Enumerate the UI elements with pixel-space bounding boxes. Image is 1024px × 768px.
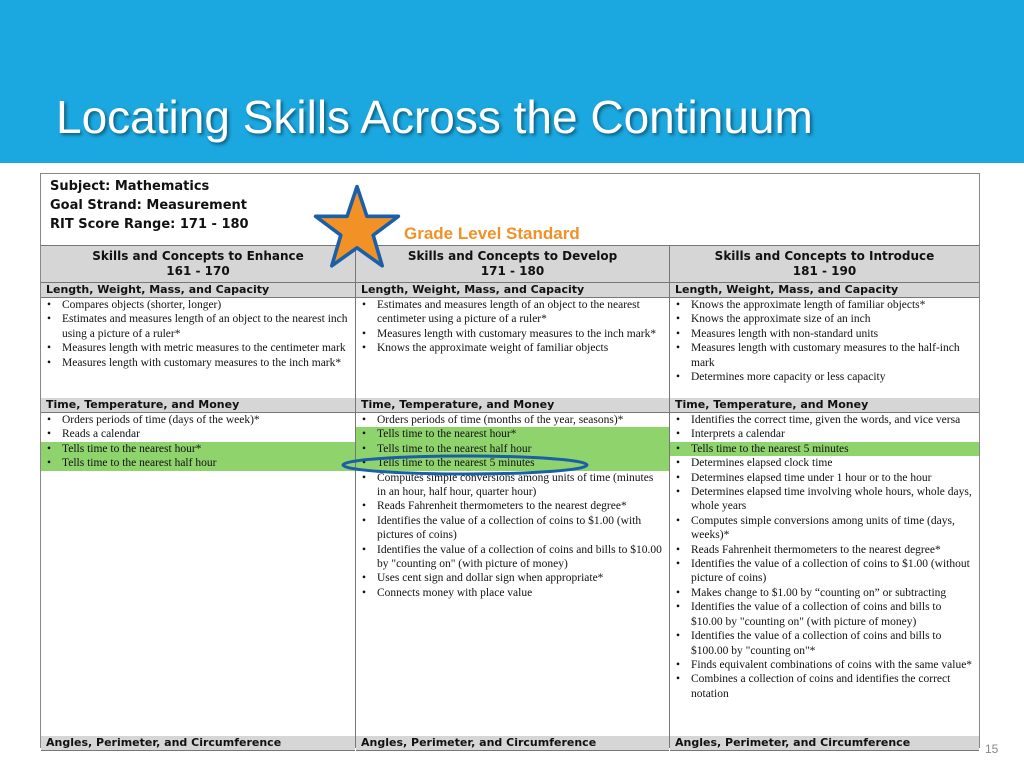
skill-item: • Measures length with non-standard units — [670, 327, 979, 341]
column-heading — [670, 245, 979, 283]
skill-list — [670, 413, 979, 736]
skill-item: • Combines a collection of coins and identifies the correct notation — [670, 672, 979, 701]
skill-item: • Tells time to the nearest 5 minutes — [356, 456, 669, 470]
column-heading-range: 161 - 170 — [166, 264, 230, 278]
section-heading: Angles, Perimeter, and Circumference — [670, 736, 979, 751]
slide-title: Locating Skills Across the Continuum — [56, 91, 813, 143]
rit-range-label: RIT Score Range: 171 - 180 — [50, 217, 249, 232]
skill-item: • Estimates and measures length of an object to the nearest centimeter using a picture of a ruler* — [356, 298, 669, 327]
goal-strand-label: Goal Strand: Measurement — [50, 198, 247, 213]
section-heading: Time, Temperature, and Money — [41, 398, 355, 413]
column-heading-title: Skills and Concepts to Enhance — [92, 249, 304, 263]
skill-item: • Reads Fahrenheit thermometers to the nearest degree* — [356, 499, 669, 513]
skill-item: • Knows the approximate length of familiar objects* — [670, 298, 979, 312]
skill-item: • Identifies the value of a collection of coins to $1.00 (without picture of coins) — [670, 557, 979, 586]
grade-level-standard-label: Grade Level Standard — [404, 224, 580, 243]
skill-item: • Uses cent sign and dollar sign when appropriate* — [356, 571, 669, 585]
skill-item: • Computes simple conversions among units of time (days, weeks)* — [670, 514, 979, 543]
column-enhance — [41, 245, 356, 747]
skill-item: • Makes change to $1.00 by “counting on” or subtracting — [670, 586, 979, 600]
skill-item: • Knows the approximate size of an inch — [670, 312, 979, 326]
column-heading-range: 171 - 180 — [480, 264, 545, 278]
skill-item: • Connects money with place value — [356, 586, 669, 600]
section-heading: Time, Temperature, and Money — [670, 398, 979, 413]
skill-item: • Measures length with customary measures to the inch mark* — [41, 356, 355, 370]
skill-item: • Orders periods of time (months of the year, seasons)* — [356, 413, 669, 427]
document-header — [50, 177, 249, 234]
subject-label: Subject: Mathematics — [50, 179, 210, 194]
skill-item: • Finds equivalent combinations of coins with the same value* — [670, 658, 979, 672]
page-number: 15 — [985, 742, 999, 756]
skill-item: • Identifies the value of a collection of coins and bills to $100.00 by "counting on"* — [670, 629, 979, 658]
skill-item: • Determines elapsed clock time — [670, 456, 979, 470]
section-heading: Length, Weight, Mass, and Capacity — [41, 283, 355, 298]
skill-item: • Reads Fahrenheit thermometers to the nearest degree* — [670, 543, 979, 557]
skill-item: • Determines more capacity or less capacity — [670, 370, 979, 384]
skill-item: • Reads a calendar — [41, 427, 355, 441]
skill-item: • Orders periods of time (days of the week)* — [41, 413, 355, 427]
column-heading-title: Skills and Concepts to Develop — [407, 249, 618, 263]
skill-item: • Tells time to the nearest half hour — [41, 456, 355, 470]
skill-list — [41, 413, 355, 736]
skill-item: • Identifies the correct time, given the words, and vice versa — [670, 413, 979, 427]
skill-item: • Tells time to the nearest half hour — [356, 442, 669, 456]
skill-item: • Computes simple conversions among units of time (minutes in an hour, half hour, quarter hour) — [356, 471, 669, 500]
skill-item: • Interprets a calendar — [670, 427, 979, 441]
skill-item: • Compares objects (shorter, longer) — [41, 298, 355, 312]
skill-item: • Determines elapsed time under 1 hour or to the hour — [670, 471, 979, 485]
skill-item: • Identifies the value of a collection of coins and bills to $10.00 by "counting on" (with picture of money) — [670, 600, 979, 629]
section-heading: Length, Weight, Mass, and Capacity — [670, 283, 979, 298]
skill-item: • Tells time to the nearest hour* — [41, 442, 355, 456]
skill-item: • Knows the approximate weight of familiar objects — [356, 341, 669, 355]
section-heading: Angles, Perimeter, and Circumference — [41, 736, 355, 751]
star-icon — [312, 183, 402, 273]
column-heading — [356, 245, 669, 283]
highlight-oval — [340, 454, 590, 476]
skill-list — [670, 298, 979, 398]
skill-item: • Measures length with customary measures to the inch mark* — [356, 327, 669, 341]
skill-item: • Estimates and measures length of an object to the nearest inch using a picture of a ruler* — [41, 312, 355, 341]
column-introduce — [670, 245, 979, 747]
skill-item: • Determines elapsed time involving whole hours, whole days, whole years — [670, 485, 979, 514]
skill-item: • Measures length with metric measures to the centimeter mark — [41, 341, 355, 355]
section-heading: Length, Weight, Mass, and Capacity — [356, 283, 669, 298]
skill-list — [41, 298, 355, 398]
skill-list — [356, 298, 669, 398]
column-heading — [41, 245, 355, 283]
skill-item: • Tells time to the nearest 5 minutes — [670, 442, 979, 456]
skill-item: • Measures length with customary measures to the half-inch mark — [670, 341, 979, 370]
skill-item: • Identifies the value of a collection of coins to $1.00 (with pictures of coins) — [356, 514, 669, 543]
title-banner — [0, 0, 1024, 163]
skill-item: • Tells time to the nearest hour* — [356, 427, 669, 441]
column-heading-range: 181 - 190 — [792, 264, 857, 278]
section-heading: Angles, Perimeter, and Circumference — [356, 736, 669, 751]
skill-item: • Identifies the value of a collection of coins and bills to $10.00 by "counting on" (with picture of money) — [356, 543, 669, 572]
column-develop — [356, 245, 670, 747]
section-heading: Time, Temperature, and Money — [356, 398, 669, 413]
column-heading-title: Skills and Concepts to Introduce — [714, 249, 935, 263]
